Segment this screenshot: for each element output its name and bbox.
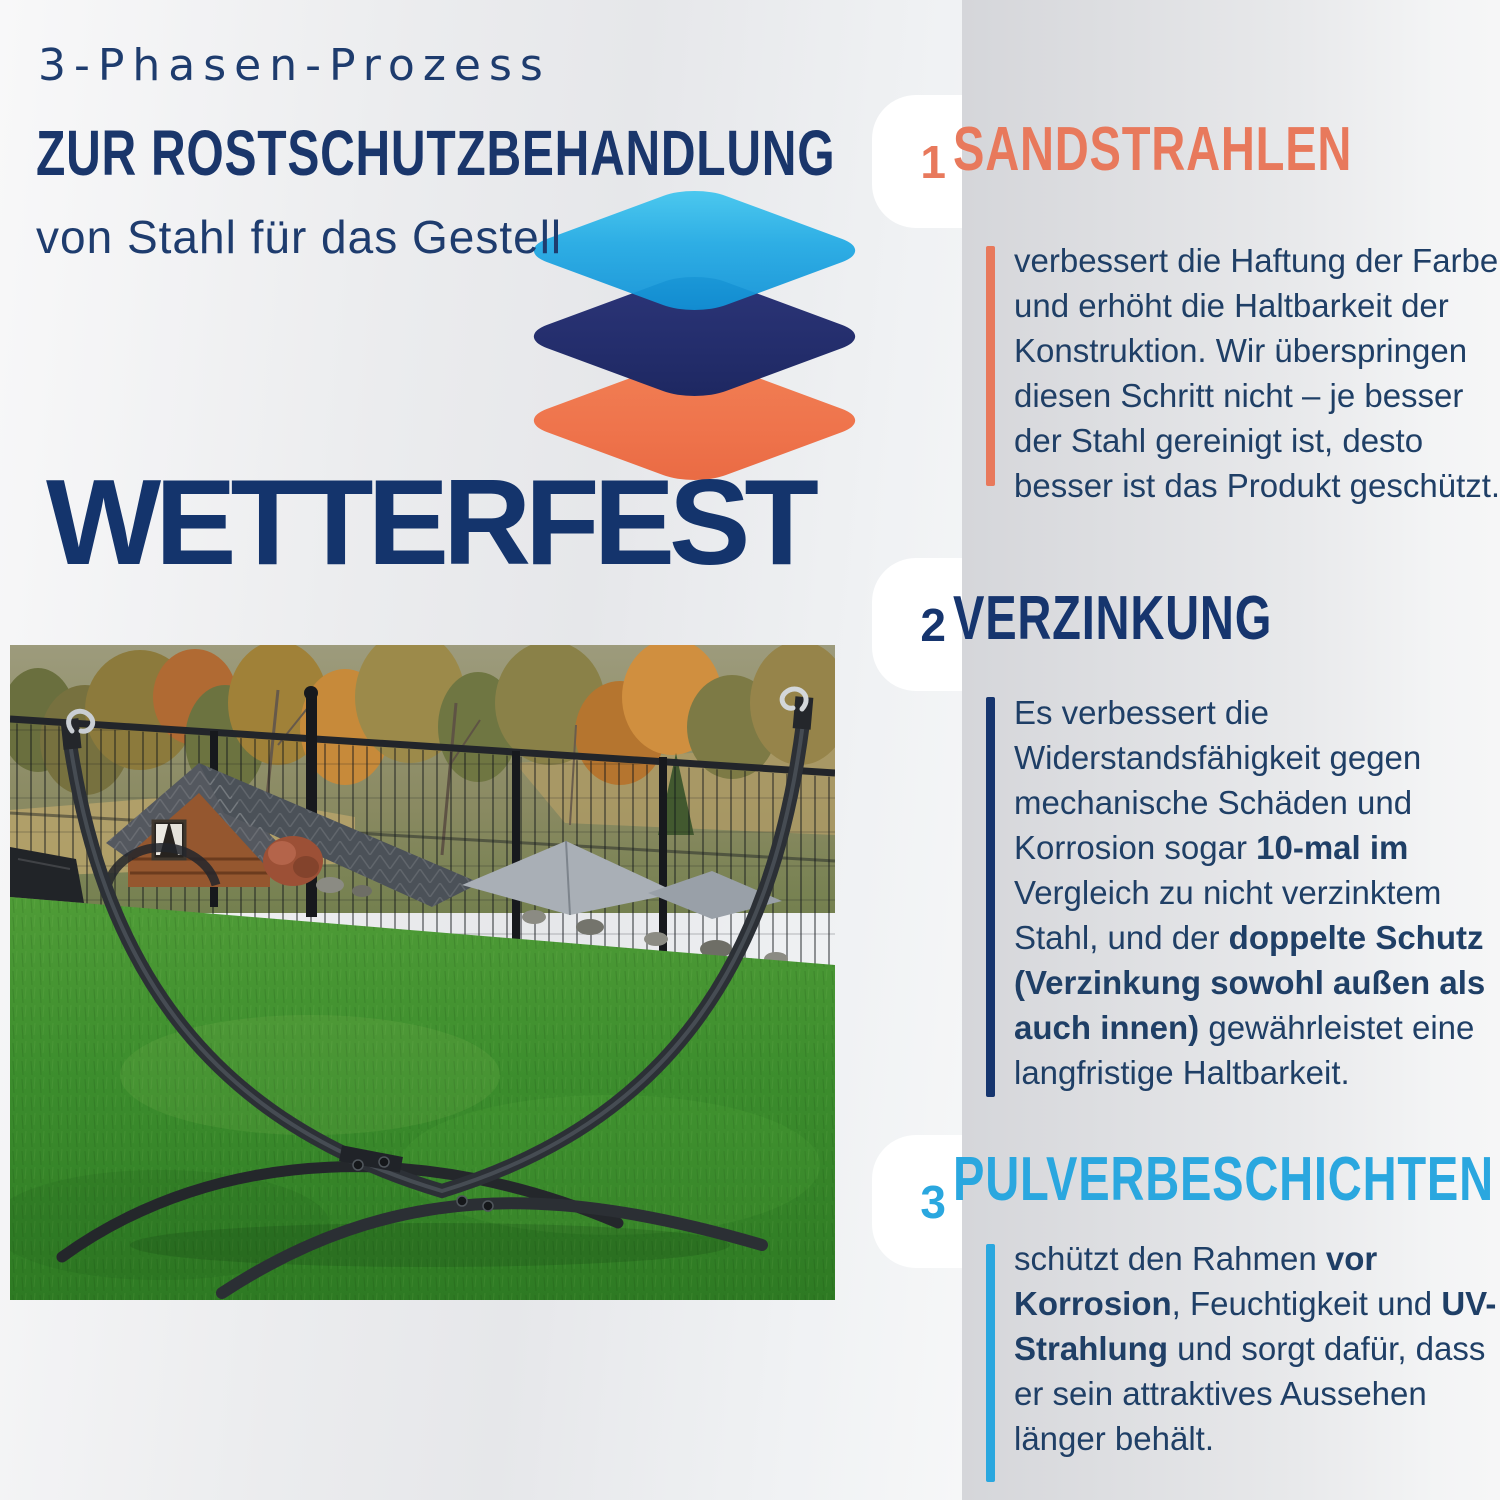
page-title: ZUR ROSTSCHUTZBEHANDLUNG [36, 117, 836, 189]
page-subtitle: von Stahl für das Gestell [36, 211, 563, 263]
step-3-badge [872, 1135, 962, 1268]
red-bush [263, 836, 323, 886]
step-1-heading: SANDSTRAHLEN [953, 115, 1353, 184]
step-2-number: 2 [920, 598, 946, 651]
step-3-number: 3 [920, 1175, 946, 1228]
step-1-accent-bar [986, 246, 995, 486]
step-1-number: 1 [920, 135, 946, 188]
step-2-badge [872, 558, 962, 691]
step-3-heading: PULVERBESCHICHTEN [953, 1145, 1494, 1214]
step-1-description: verbessert die Haftung der Farbe und erhöht die Haltbarkeit der Konstruktion. Wir überspringen diesen Schritt nicht – je besser der Stahl gereinigt ist, desto besser ist das Produkt geschützt. [1014, 242, 1500, 504]
product-photo [10, 645, 835, 1300]
step-3-accent-bar [986, 1244, 995, 1482]
step-2-description: Es verbessert die Widerstandsfähigkeit gegen mechanische Schäden und Korrosion sogar 10-mal im Vergleich zu nicht verzinktem Stahl, und der doppelte Schutz (Verzinkung sowohl außen als auch innen) gewährleistet eine langfristige Haltbarkeit. [1014, 694, 1486, 1091]
brand-wordmark: WETTERFEST [46, 454, 813, 590]
step-3-description: schützt den Rahmen vor Korrosion, Feuchtigkeit und UV-Strahlung und sorgt dafür, dass er sein attraktives Aussehen länger behält. [1014, 1240, 1497, 1457]
step-2-heading: VERZINKUNG [953, 584, 1273, 653]
hammock-stand-photo [10, 645, 835, 1300]
step-2-accent-bar [986, 697, 995, 1097]
kicker-text: 3-Phasen-Prozess [38, 40, 551, 91]
step-1-badge [872, 95, 962, 228]
